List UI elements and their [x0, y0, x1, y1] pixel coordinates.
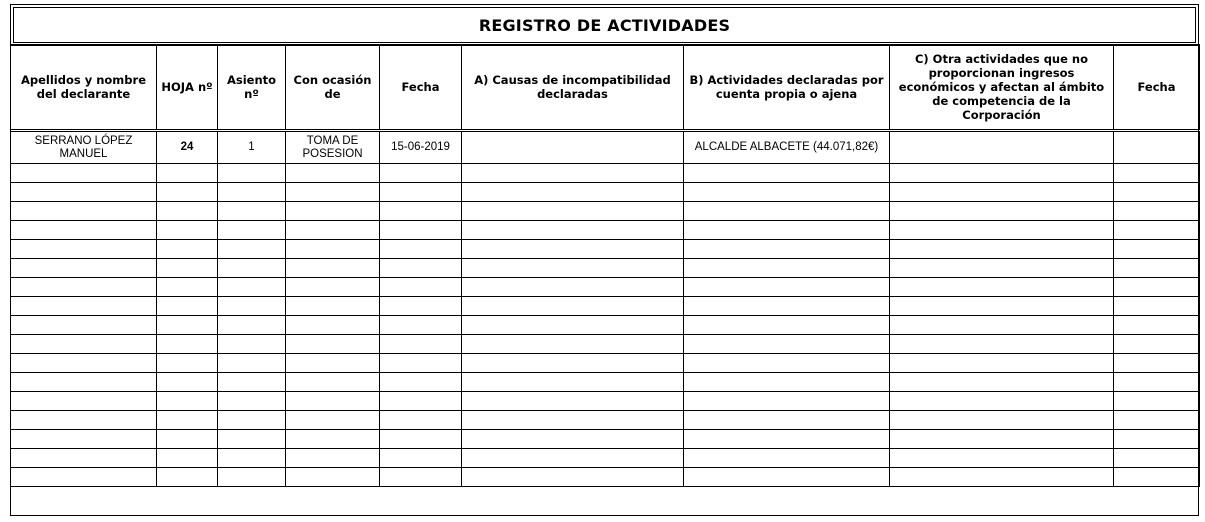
empty-cell	[11, 335, 157, 354]
empty-cell	[462, 316, 684, 335]
empty-cell	[286, 221, 380, 240]
header-actividades: B) Actividades declaradas por cuenta propia o ajena	[684, 45, 890, 131]
empty-cell	[218, 430, 286, 449]
empty-cell	[286, 354, 380, 373]
empty-row	[11, 240, 1200, 259]
empty-cell	[890, 316, 1114, 335]
empty-row	[11, 392, 1200, 411]
empty-cell	[286, 335, 380, 354]
table-row	[11, 131, 1200, 164]
empty-row	[11, 449, 1200, 468]
empty-cell	[380, 259, 462, 278]
empty-row	[11, 373, 1200, 392]
empty-cell	[890, 449, 1114, 468]
empty-cell	[157, 449, 218, 468]
empty-row	[11, 430, 1200, 449]
cell-causas	[462, 131, 684, 164]
empty-cell	[1114, 240, 1200, 259]
empty-cell	[684, 259, 890, 278]
empty-cell	[890, 202, 1114, 221]
empty-cell	[157, 278, 218, 297]
empty-cell	[157, 259, 218, 278]
empty-cell	[1114, 164, 1200, 183]
empty-cell	[380, 449, 462, 468]
empty-cell	[286, 468, 380, 487]
empty-cell	[157, 316, 218, 335]
empty-cell	[462, 202, 684, 221]
empty-cell	[462, 373, 684, 392]
empty-cell	[890, 468, 1114, 487]
empty-cell	[890, 221, 1114, 240]
activities-table	[10, 44, 1200, 487]
empty-cell	[1114, 183, 1200, 202]
empty-cell	[890, 183, 1114, 202]
empty-cell	[218, 202, 286, 221]
empty-cell	[1114, 354, 1200, 373]
empty-cell	[380, 240, 462, 259]
empty-cell	[286, 183, 380, 202]
empty-cell	[11, 202, 157, 221]
cell-actividades: ALCALDE ALBACETE (44.071,82€)	[684, 131, 890, 164]
empty-cell	[1114, 316, 1200, 335]
empty-cell	[890, 164, 1114, 183]
empty-cell	[462, 278, 684, 297]
empty-cell	[462, 411, 684, 430]
empty-cell	[218, 449, 286, 468]
empty-row	[11, 316, 1200, 335]
page-title: REGISTRO DE ACTIVIDADES	[10, 4, 1199, 46]
empty-cell	[462, 221, 684, 240]
empty-cell	[218, 373, 286, 392]
empty-cell	[684, 373, 890, 392]
empty-cell	[1114, 202, 1200, 221]
empty-cell	[218, 240, 286, 259]
header-apellidos: Apellidos y nombre del declarante	[11, 45, 157, 131]
empty-cell	[684, 449, 890, 468]
empty-cell	[11, 373, 157, 392]
empty-cell	[11, 411, 157, 430]
empty-cell	[11, 316, 157, 335]
empty-cell	[890, 297, 1114, 316]
empty-cell	[890, 411, 1114, 430]
empty-cell	[1114, 392, 1200, 411]
empty-cell	[380, 354, 462, 373]
empty-cell	[462, 183, 684, 202]
empty-cell	[380, 278, 462, 297]
empty-cell	[890, 335, 1114, 354]
empty-cell	[11, 468, 157, 487]
empty-cell	[1114, 297, 1200, 316]
cell-hoja: 24	[157, 131, 218, 164]
empty-cell	[157, 392, 218, 411]
empty-cell	[286, 278, 380, 297]
empty-cell	[157, 240, 218, 259]
empty-cell	[11, 354, 157, 373]
empty-cell	[380, 202, 462, 221]
empty-cell	[1114, 259, 1200, 278]
cell-otras	[890, 131, 1114, 164]
empty-cell	[157, 164, 218, 183]
empty-cell	[684, 392, 890, 411]
empty-cell	[286, 259, 380, 278]
empty-cell	[462, 335, 684, 354]
empty-cell	[380, 316, 462, 335]
empty-cell	[218, 411, 286, 430]
empty-cell	[286, 373, 380, 392]
empty-cell	[380, 468, 462, 487]
empty-cell	[1114, 278, 1200, 297]
header-otras: C) Otra actividades que no proporcionan ingresos económicos y afectan al ámbito de competencia de la Corporación	[890, 45, 1114, 131]
empty-cell	[157, 354, 218, 373]
empty-cell	[218, 221, 286, 240]
empty-cell	[380, 373, 462, 392]
header-ocasion: Con ocasión de	[286, 45, 380, 131]
empty-cell	[218, 297, 286, 316]
empty-cell	[11, 430, 157, 449]
empty-cell	[684, 468, 890, 487]
empty-cell	[890, 373, 1114, 392]
empty-cell	[684, 335, 890, 354]
empty-row	[11, 354, 1200, 373]
empty-cell	[11, 392, 157, 411]
empty-cell	[286, 164, 380, 183]
empty-cell	[286, 392, 380, 411]
empty-cell	[157, 430, 218, 449]
empty-cell	[890, 259, 1114, 278]
empty-cell	[286, 430, 380, 449]
empty-cell	[684, 316, 890, 335]
empty-cell	[157, 468, 218, 487]
header-asiento: Asiento nº	[218, 45, 286, 131]
empty-cell	[380, 164, 462, 183]
header-causas: A) Causas de incompatibilidad declaradas	[462, 45, 684, 131]
empty-cell	[1114, 468, 1200, 487]
empty-cell	[157, 221, 218, 240]
empty-cell	[380, 335, 462, 354]
empty-cell	[1114, 449, 1200, 468]
empty-cell	[684, 164, 890, 183]
empty-cell	[380, 297, 462, 316]
empty-cell	[286, 411, 380, 430]
empty-cell	[286, 316, 380, 335]
empty-cell	[890, 354, 1114, 373]
empty-cell	[286, 202, 380, 221]
empty-cell	[157, 297, 218, 316]
empty-cell	[286, 240, 380, 259]
empty-cell	[684, 278, 890, 297]
empty-cell	[11, 259, 157, 278]
empty-cell	[11, 164, 157, 183]
empty-cell	[1114, 411, 1200, 430]
header-row	[11, 45, 1200, 131]
empty-cell	[218, 392, 286, 411]
cell-fecha-2	[1114, 131, 1200, 164]
empty-cell	[380, 392, 462, 411]
empty-cell	[890, 430, 1114, 449]
empty-cell	[157, 373, 218, 392]
empty-cell	[684, 240, 890, 259]
empty-cell	[462, 259, 684, 278]
cell-asiento: 1	[218, 131, 286, 164]
empty-cell	[462, 354, 684, 373]
cell-ocasion: TOMA DE POSESION	[286, 131, 380, 164]
empty-cell	[462, 468, 684, 487]
empty-cell	[684, 202, 890, 221]
empty-cell	[11, 297, 157, 316]
empty-cell	[1114, 373, 1200, 392]
empty-cell	[380, 411, 462, 430]
empty-cell	[218, 164, 286, 183]
empty-cell	[218, 316, 286, 335]
empty-cell	[684, 221, 890, 240]
empty-cell	[218, 335, 286, 354]
empty-cell	[11, 183, 157, 202]
empty-cell	[218, 278, 286, 297]
empty-cell	[462, 392, 684, 411]
empty-row	[11, 164, 1200, 183]
empty-cell	[157, 411, 218, 430]
empty-cell	[157, 335, 218, 354]
empty-cell	[462, 164, 684, 183]
empty-cell	[890, 392, 1114, 411]
empty-row	[11, 468, 1200, 487]
empty-cell	[1114, 430, 1200, 449]
empty-cell	[684, 430, 890, 449]
empty-cell	[380, 430, 462, 449]
empty-row	[11, 202, 1200, 221]
empty-cell	[218, 468, 286, 487]
empty-row	[11, 278, 1200, 297]
empty-row	[11, 335, 1200, 354]
empty-cell	[684, 354, 890, 373]
empty-cell	[286, 449, 380, 468]
empty-cell	[218, 183, 286, 202]
header-hoja: HOJA nº	[157, 45, 218, 131]
empty-cell	[462, 430, 684, 449]
header-fecha-2: Fecha	[1114, 45, 1200, 131]
empty-row	[11, 411, 1200, 430]
empty-cell	[11, 449, 157, 468]
empty-row	[11, 221, 1200, 240]
empty-cell	[684, 411, 890, 430]
cell-apellidos: SERRANO LÓPEZ MANUEL	[11, 131, 157, 164]
empty-cell	[286, 297, 380, 316]
empty-cell	[11, 221, 157, 240]
empty-cell	[890, 240, 1114, 259]
header-fecha: Fecha	[380, 45, 462, 131]
empty-cell	[462, 240, 684, 259]
empty-cell	[1114, 335, 1200, 354]
empty-cell	[218, 259, 286, 278]
cell-fecha: 15-06-2019	[380, 131, 462, 164]
empty-cell	[157, 183, 218, 202]
empty-cell	[462, 297, 684, 316]
empty-cell	[11, 278, 157, 297]
empty-cell	[462, 449, 684, 468]
empty-cell	[890, 278, 1114, 297]
empty-cell	[380, 221, 462, 240]
empty-row	[11, 297, 1200, 316]
empty-row	[11, 259, 1200, 278]
empty-cell	[684, 183, 890, 202]
empty-cell	[380, 183, 462, 202]
empty-cell	[157, 202, 218, 221]
empty-cell	[1114, 221, 1200, 240]
empty-row	[11, 183, 1200, 202]
empty-cell	[684, 297, 890, 316]
empty-cell	[218, 354, 286, 373]
empty-cell	[11, 240, 157, 259]
